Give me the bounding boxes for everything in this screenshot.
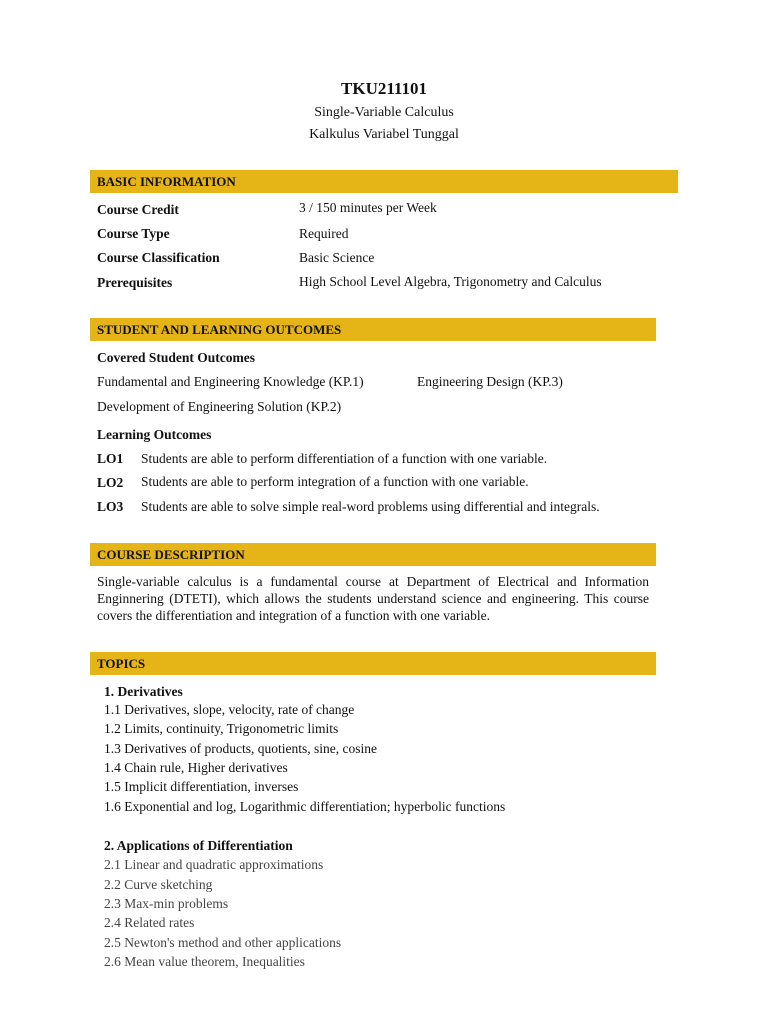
course-code: TKU211101 xyxy=(341,79,427,98)
learning-outcomes-title: Learning Outcomes xyxy=(97,427,212,442)
lo2-text: Students are able to perform integration of a function with one variable. xyxy=(141,474,529,489)
topic-item: 1.2 Limits, continuity, Trigonometric limits xyxy=(104,721,339,736)
section-header-basic-information: BASIC INFORMATION xyxy=(90,170,678,193)
topic-group-derivatives-title: 1. Derivatives xyxy=(104,684,183,699)
covered-outcome-kp3: Engineering Design (KP.3) xyxy=(417,374,563,389)
topic-item: 2.2 Curve sketching xyxy=(104,877,213,892)
course-title-english: Single-Variable Calculus xyxy=(314,105,454,120)
topic-item: 2.3 Max-min problems xyxy=(104,896,229,911)
topic-item: 2.5 Newton's method and other applications xyxy=(104,935,342,950)
course-description-text: Single-variable calculus is a fundamental course at Department of Electrical and Information Enginnering (DTETI), which allows the students understand science and engineering. This course covers the differentiation and integration of a function with one variable. xyxy=(97,574,649,623)
lo1-code: LO1 xyxy=(97,451,124,466)
topic-item: 1.4 Chain rule, Higher derivatives xyxy=(104,760,288,775)
info-label-course-type: Course Type xyxy=(97,226,170,241)
topic-item: 2.4 Related rates xyxy=(104,915,195,930)
info-value-course-classification: Basic Science xyxy=(299,250,375,265)
info-label-course-credit: Course Credit xyxy=(97,202,179,217)
lo2-code: LO2 xyxy=(97,475,124,490)
topic-item: 1.6 Exponential and log, Logarithmic differentiation; hyperbolic functions xyxy=(104,799,506,814)
info-value-prerequisites: High School Level Algebra, Trigonometry and Calculus xyxy=(299,274,602,289)
covered-outcome-kp1: Fundamental and Engineering Knowledge (KP.1) xyxy=(97,374,364,389)
info-value-course-type: Required xyxy=(299,226,349,241)
info-label-prerequisites: Prerequisites xyxy=(97,275,173,290)
topic-group-applications-title: 2. Applications of Differentiation xyxy=(104,838,293,853)
course-title-indonesian: Kalkulus Variabel Tunggal xyxy=(309,127,459,142)
topic-item: 1.1 Derivatives, slope, velocity, rate of change xyxy=(104,702,355,717)
topic-item: 2.6 Mean value theorem, Inequalities xyxy=(104,954,305,969)
topic-item: 2.1 Linear and quadratic approximations xyxy=(104,857,324,872)
section-header-course-description: COURSE DESCRIPTION xyxy=(90,543,656,566)
section-header-topics: TOPICS xyxy=(90,652,656,675)
section-header-outcomes: STUDENT AND LEARNING OUTCOMES xyxy=(90,318,656,341)
covered-outcome-kp2: Development of Engineering Solution (KP.2) xyxy=(97,399,342,414)
lo3-text: Students are able to solve simple real-word problems using differential and integrals. xyxy=(141,499,600,514)
info-label-course-classification: Course Classification xyxy=(97,250,220,265)
topic-item: 1.5 Implicit differentiation, inverses xyxy=(104,779,299,794)
covered-outcomes-title: Covered Student Outcomes xyxy=(97,350,255,365)
lo3-code: LO3 xyxy=(97,499,124,514)
info-value-course-credit: 3 / 150 minutes per Week xyxy=(299,200,437,215)
topic-item: 1.3 Derivatives of products, quotients, sine, cosine xyxy=(104,741,377,756)
lo1-text: Students are able to perform differentiation of a function with one variable. xyxy=(141,451,548,466)
